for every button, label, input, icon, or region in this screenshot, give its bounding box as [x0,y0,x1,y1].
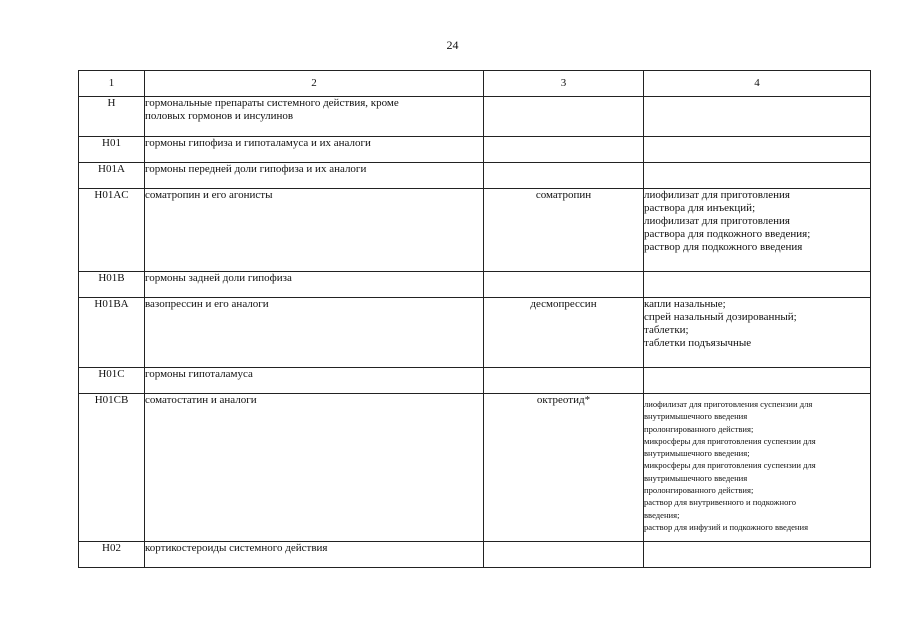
group-name-line: гормоны гипофиза и гипоталамуса и их аналоги [145,137,371,149]
dosage-forms-cell [644,163,871,189]
table-row [79,163,871,189]
table-row [79,137,871,163]
table-row [79,298,871,368]
dosage-form-line: раствор для инфузий и подкожного введения [644,521,809,532]
group-name-line: гормональные препараты системного действия, кроме [145,97,399,109]
dosage-forms-cell [644,137,871,163]
group-name-cell [145,542,484,568]
group-name-cell [145,97,484,137]
drug-name-cell [484,137,644,163]
table-row [79,97,871,137]
table-row [79,394,871,542]
table-row [79,368,871,394]
drug-name-cell: десмопрессин [484,298,644,368]
dosage-forms-cell [644,272,871,298]
atc-code-cell: H [79,97,145,137]
table-row [79,542,871,568]
dosage-form-line: раствор для внутривенного и подкожного [644,497,796,508]
table-row [79,189,871,272]
dosage-form-line: введения; [644,509,680,520]
dosage-forms-cell [644,97,871,137]
group-name-cell [145,368,484,394]
column-header-2: 2 [145,71,484,97]
table-row [79,272,871,298]
group-name-line: вазопрессин и его аналоги [145,298,269,310]
group-name-cell [145,394,484,542]
drug-name-cell: соматропин [484,189,644,272]
dosage-form-line: микросферы для приготовления суспензии для [644,435,816,446]
dosage-form-line: пролонгированного действия; [644,485,754,496]
atc-code-cell: H01C [79,368,145,394]
drug-name-cell: октреотид* [484,394,644,542]
group-name-cell [145,137,484,163]
drug-name-cell [484,272,644,298]
atc-code-cell: H01AC [79,189,145,272]
column-header-1: 1 [79,71,145,97]
dosage-forms-cell [644,542,871,568]
dosage-forms-cell [644,368,871,394]
group-name-line: половых гормонов и инсулинов [145,110,294,122]
dosage-forms-cell [644,394,871,542]
atc-code-cell: H01BA [79,298,145,368]
group-name-cell [145,163,484,189]
dosage-form-line: раствора для подкожного введения; [644,228,811,240]
atc-code-cell: H01 [79,137,145,163]
dosage-form-line: лиофилизат для приготовления суспензии для [644,399,813,409]
dosage-form-line: лиофилизат для приготовления [644,215,790,227]
medication-table [78,70,871,568]
dosage-form-line: таблетки подъязычные [644,337,752,349]
dosage-form-line: таблетки; [644,324,689,336]
dosage-form-line: внутримышечного введения [644,411,748,422]
dosage-form-line: капли назальные; [644,298,726,310]
dosage-forms-cell [644,189,871,272]
drug-name-cell [484,97,644,137]
dosage-form-line: раствора для инъекций; [644,202,756,214]
dosage-form-line: спрей назальный дозированный; [644,311,797,323]
atc-code-cell: H01CB [79,394,145,542]
dosage-form-line: раствор для подкожного введения [644,241,803,253]
group-name-line: гормоны задней доли гипофиза [145,272,292,284]
column-header-3: 3 [484,71,644,97]
group-name-line: гормоны передней доли гипофиза и их аналоги [145,163,367,175]
drug-name-cell [484,163,644,189]
group-name-line: соматропин и его агонисты [145,189,273,201]
dosage-forms-cell [644,298,871,368]
drug-name-cell [484,542,644,568]
group-name-line: соматостатин и аналоги [145,394,257,406]
group-name-cell [145,189,484,272]
group-name-line: гормоны гипоталамуса [145,368,253,380]
column-header-4: 4 [644,71,871,97]
dosage-form-line: микросферы для приготовления суспензии для [644,460,816,471]
table-header-row [79,71,871,97]
dosage-form-line: пролонгированного действия; [644,423,754,434]
drug-name-cell [484,368,644,394]
dosage-form-line: лиофилизат для приготовления [644,189,790,201]
atc-code-cell: H01B [79,272,145,298]
page-number: 24 [446,38,459,52]
group-name-cell [145,298,484,368]
dosage-form-line: внутримышечного введения [644,472,748,483]
atc-code-cell: H01A [79,163,145,189]
dosage-form-line: внутримышечного введения; [644,448,750,459]
atc-code-cell: H02 [79,542,145,568]
group-name-cell [145,272,484,298]
group-name-line: кортикостероиды системного действия [145,542,328,554]
